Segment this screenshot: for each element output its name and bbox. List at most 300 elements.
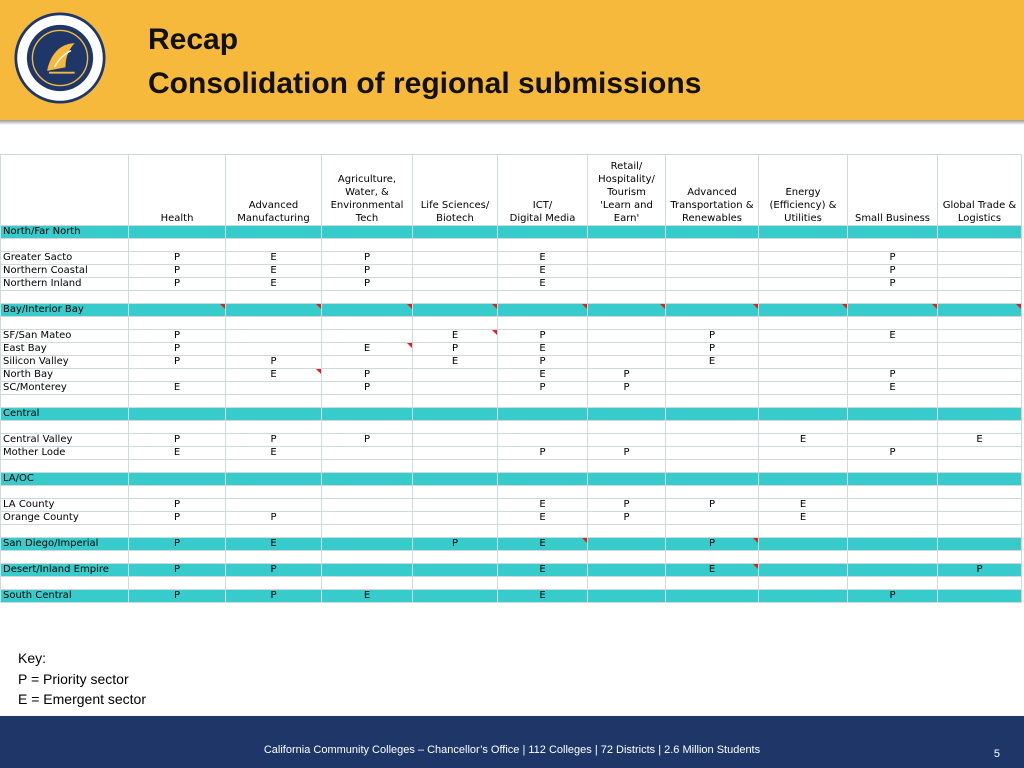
table-cell <box>666 421 759 434</box>
comment-marker-icon <box>407 304 412 309</box>
table-cell <box>322 460 413 473</box>
table-cell <box>588 460 666 473</box>
table-cell <box>322 356 413 369</box>
region-row <box>1 408 1022 421</box>
table-cell: E <box>226 369 322 382</box>
table-cell <box>413 421 498 434</box>
table-cell <box>226 395 322 408</box>
table-row <box>1 369 1022 382</box>
table-cell: P <box>226 434 322 447</box>
comment-marker-icon <box>753 538 758 543</box>
table-row <box>1 434 1022 447</box>
table-cell <box>938 551 1022 564</box>
table-cell <box>413 408 498 421</box>
table-cell <box>666 486 759 499</box>
table-cell <box>848 239 938 252</box>
table-cell <box>498 551 588 564</box>
table-cell <box>322 395 413 408</box>
table-cell: P <box>666 538 759 551</box>
table-cell <box>498 239 588 252</box>
table-cell <box>588 226 666 239</box>
table-cell: P <box>413 538 498 551</box>
table-row <box>1 382 1022 395</box>
table-cell: P <box>848 369 938 382</box>
table-cell <box>666 382 759 395</box>
row-label: SF/San Mateo <box>1 330 129 343</box>
table-cell <box>759 486 848 499</box>
table-cell <box>588 408 666 421</box>
row-label: Greater Sacto <box>1 252 129 265</box>
table-cell: P <box>498 356 588 369</box>
table-cell <box>413 278 498 291</box>
table-cell <box>666 551 759 564</box>
table-cell <box>759 551 848 564</box>
table-cell: E <box>938 434 1022 447</box>
table-cell <box>666 239 759 252</box>
row-label: LA/OC <box>1 473 129 486</box>
table-cell <box>588 265 666 278</box>
table-cell <box>588 473 666 486</box>
table-cell <box>666 395 759 408</box>
table-cell <box>938 460 1022 473</box>
table-cell <box>666 577 759 590</box>
table-cell: P <box>129 330 226 343</box>
table-cell <box>759 356 848 369</box>
table-cell <box>666 369 759 382</box>
row-label <box>1 577 129 590</box>
table-cell <box>848 486 938 499</box>
spacer-row <box>1 395 1022 408</box>
table-cell: E <box>848 330 938 343</box>
column-header: Retail/ Hospitality/ Tourism 'Learn and Earn' <box>588 155 666 226</box>
table-cell <box>666 525 759 538</box>
table-cell <box>848 538 938 551</box>
table-cell <box>759 317 848 330</box>
region-row <box>1 538 1022 551</box>
table-cell <box>129 304 226 317</box>
title-line-1: Recap <box>148 23 239 56</box>
table-cell <box>588 434 666 447</box>
spacer-row <box>1 317 1022 330</box>
row-label: Northern Inland <box>1 278 129 291</box>
table-cell <box>498 304 588 317</box>
table-cell <box>322 304 413 317</box>
table-cell <box>322 525 413 538</box>
comment-marker-icon <box>842 304 847 309</box>
table-cell <box>848 551 938 564</box>
table-cell <box>938 395 1022 408</box>
header-row <box>1 155 1022 226</box>
table-cell <box>848 525 938 538</box>
table-cell <box>413 473 498 486</box>
comment-marker-icon <box>316 369 321 374</box>
table-cell <box>938 486 1022 499</box>
table-row <box>1 330 1022 343</box>
row-label: East Bay <box>1 343 129 356</box>
table-cell: P <box>129 252 226 265</box>
key-priority: P = Priority sector <box>18 670 129 687</box>
table-cell: E <box>498 369 588 382</box>
region-row <box>1 564 1022 577</box>
table-cell <box>498 291 588 304</box>
table-cell <box>666 512 759 525</box>
table-cell <box>226 291 322 304</box>
table-cell <box>413 226 498 239</box>
table-cell <box>666 460 759 473</box>
table-cell <box>848 499 938 512</box>
table-cell <box>588 291 666 304</box>
comment-marker-icon <box>753 304 758 309</box>
row-label: North Bay <box>1 369 129 382</box>
table-cell <box>129 291 226 304</box>
table-cell <box>848 356 938 369</box>
table-cell <box>759 369 848 382</box>
comment-marker-icon <box>316 304 321 309</box>
table-cell: P <box>666 330 759 343</box>
table-cell <box>759 421 848 434</box>
table-cell <box>588 343 666 356</box>
table-cell <box>226 577 322 590</box>
table-cell <box>666 317 759 330</box>
table-cell: P <box>588 499 666 512</box>
row-label <box>1 525 129 538</box>
table-cell <box>588 538 666 551</box>
table-cell <box>413 291 498 304</box>
row-label <box>1 421 129 434</box>
table-cell: P <box>322 265 413 278</box>
row-label: LA County <box>1 499 129 512</box>
table-cell <box>129 525 226 538</box>
table-cell <box>938 447 1022 460</box>
row-label: SC/Monterey <box>1 382 129 395</box>
title-banner <box>0 0 1024 120</box>
column-header <box>1 155 129 226</box>
column-header: Energy (Efficiency) & Utilities <box>759 155 848 226</box>
table-cell: P <box>848 278 938 291</box>
table-cell <box>413 447 498 460</box>
table-cell <box>588 330 666 343</box>
comment-marker-icon <box>492 330 497 335</box>
row-label: Bay/Interior Bay <box>1 304 129 317</box>
table-cell <box>413 525 498 538</box>
table-cell <box>322 486 413 499</box>
table-cell: E <box>322 590 413 603</box>
table-cell: E <box>498 499 588 512</box>
table-cell: E <box>848 382 938 395</box>
table-cell <box>848 304 938 317</box>
row-label: Central <box>1 408 129 421</box>
table-cell <box>322 421 413 434</box>
table-cell <box>938 356 1022 369</box>
table-cell: E <box>498 265 588 278</box>
table-cell <box>848 564 938 577</box>
table-cell <box>413 395 498 408</box>
table-cell: P <box>226 512 322 525</box>
table-cell <box>759 252 848 265</box>
table-cell <box>588 551 666 564</box>
table-cell: E <box>666 356 759 369</box>
comment-marker-icon <box>932 304 937 309</box>
table-cell <box>759 330 848 343</box>
table-cell <box>938 590 1022 603</box>
slide-title <box>148 18 701 106</box>
table-cell <box>226 499 322 512</box>
table-cell <box>938 473 1022 486</box>
header-shadow <box>0 120 1024 125</box>
table-cell: P <box>322 278 413 291</box>
spacer-row <box>1 486 1022 499</box>
table-cell <box>938 239 1022 252</box>
row-label: North/Far North <box>1 226 129 239</box>
table-cell <box>759 382 848 395</box>
table-cell: P <box>226 590 322 603</box>
table-cell <box>848 434 938 447</box>
table-cell: E <box>498 564 588 577</box>
table-cell: P <box>129 265 226 278</box>
table-cell <box>938 421 1022 434</box>
table-cell <box>129 551 226 564</box>
table-cell <box>413 551 498 564</box>
table-row <box>1 447 1022 460</box>
table-cell <box>588 590 666 603</box>
table-cell <box>938 278 1022 291</box>
table-cell: E <box>759 499 848 512</box>
row-label <box>1 317 129 330</box>
table-cell: E <box>759 512 848 525</box>
spacer-row <box>1 525 1022 538</box>
table-cell: P <box>226 356 322 369</box>
table-cell: E <box>226 252 322 265</box>
table-cell <box>129 486 226 499</box>
comment-marker-icon <box>407 343 412 348</box>
table-cell <box>588 304 666 317</box>
table-cell <box>413 499 498 512</box>
table-cell: E <box>413 356 498 369</box>
table-cell: P <box>322 369 413 382</box>
table-cell: E <box>498 538 588 551</box>
table-cell: P <box>666 343 759 356</box>
table-cell <box>226 317 322 330</box>
table-cell: E <box>759 434 848 447</box>
table-cell <box>129 421 226 434</box>
legend-key <box>18 648 146 710</box>
table-cell <box>498 421 588 434</box>
table-row <box>1 512 1022 525</box>
table-cell <box>759 473 848 486</box>
table-cell <box>226 421 322 434</box>
title-line-2: Consolidation of regional submissions <box>148 67 702 100</box>
table-cell: P <box>226 564 322 577</box>
table-cell <box>498 317 588 330</box>
table-cell: E <box>666 564 759 577</box>
regional-submissions-table <box>0 154 1022 603</box>
table-cell <box>848 343 938 356</box>
spacer-row <box>1 291 1022 304</box>
table-cell <box>759 577 848 590</box>
table-cell <box>322 473 413 486</box>
row-label <box>1 551 129 564</box>
table-cell <box>322 226 413 239</box>
table-cell <box>498 395 588 408</box>
table-cell <box>666 408 759 421</box>
row-label: Central Valley <box>1 434 129 447</box>
table-cell <box>226 460 322 473</box>
table-cell <box>498 226 588 239</box>
table-cell <box>413 460 498 473</box>
table-cell <box>759 278 848 291</box>
table-row <box>1 265 1022 278</box>
table-cell <box>588 395 666 408</box>
table-cell <box>759 239 848 252</box>
table-cell: P <box>322 382 413 395</box>
table-cell <box>322 551 413 564</box>
table-cell <box>129 408 226 421</box>
table-cell <box>759 395 848 408</box>
table-cell <box>759 460 848 473</box>
table-cell: P <box>498 382 588 395</box>
table-cell <box>666 434 759 447</box>
table-cell <box>322 330 413 343</box>
table-cell: P <box>666 499 759 512</box>
table-cell: P <box>129 499 226 512</box>
table-cell <box>413 265 498 278</box>
table-cell <box>413 512 498 525</box>
table-cell <box>129 369 226 382</box>
table-cell: E <box>498 590 588 603</box>
table-cell <box>848 226 938 239</box>
table-cell <box>666 447 759 460</box>
table-cell <box>226 486 322 499</box>
table-cell <box>322 408 413 421</box>
table-cell: P <box>848 265 938 278</box>
table-cell: P <box>588 512 666 525</box>
table-cell <box>938 525 1022 538</box>
table-cell <box>413 434 498 447</box>
table-cell <box>498 577 588 590</box>
table-cell <box>588 317 666 330</box>
table-cell <box>413 590 498 603</box>
table-row <box>1 343 1022 356</box>
california-community-colleges-seal <box>14 12 106 104</box>
table-cell <box>938 291 1022 304</box>
table-cell <box>322 239 413 252</box>
table-cell: E <box>226 538 322 551</box>
table-cell: P <box>588 382 666 395</box>
table-cell <box>938 330 1022 343</box>
table-cell <box>226 551 322 564</box>
table-cell: P <box>129 512 226 525</box>
column-header: ICT/ Digital Media <box>498 155 588 226</box>
table-cell <box>413 369 498 382</box>
table-cell <box>666 590 759 603</box>
table-cell <box>413 577 498 590</box>
table-cell: E <box>413 330 498 343</box>
table-cell <box>938 226 1022 239</box>
table-cell <box>759 447 848 460</box>
table-cell <box>666 226 759 239</box>
table-cell <box>322 564 413 577</box>
table-cell <box>938 252 1022 265</box>
table-cell <box>848 317 938 330</box>
row-label <box>1 395 129 408</box>
table-cell <box>498 460 588 473</box>
table-cell <box>129 226 226 239</box>
table-cell: P <box>129 564 226 577</box>
table-cell: E <box>129 447 226 460</box>
row-label: San Diego/Imperial <box>1 538 129 551</box>
row-label <box>1 486 129 499</box>
table-cell: P <box>129 590 226 603</box>
comment-marker-icon <box>660 304 665 309</box>
table-cell: E <box>226 447 322 460</box>
column-header: Health <box>129 155 226 226</box>
table-cell <box>413 317 498 330</box>
table-cell <box>498 525 588 538</box>
table-cell <box>498 486 588 499</box>
table-cell <box>413 304 498 317</box>
table-cell <box>129 239 226 252</box>
table-cell <box>129 577 226 590</box>
table-cell <box>588 525 666 538</box>
table-cell: E <box>498 343 588 356</box>
table-cell <box>226 330 322 343</box>
row-label <box>1 460 129 473</box>
table-cell: P <box>848 590 938 603</box>
table-cell <box>498 473 588 486</box>
column-header: Advanced Manufacturing <box>226 155 322 226</box>
row-label: Silicon Valley <box>1 356 129 369</box>
table-cell <box>666 278 759 291</box>
table-cell <box>848 421 938 434</box>
spacer-row <box>1 577 1022 590</box>
table-cell <box>848 473 938 486</box>
column-header: Agriculture, Water, & Environmental Tech <box>322 155 413 226</box>
row-label: Northern Coastal <box>1 265 129 278</box>
column-header: Life Sciences/ Biotech <box>413 155 498 226</box>
table-row <box>1 252 1022 265</box>
table-cell: P <box>938 564 1022 577</box>
table-cell <box>848 512 938 525</box>
table-cell <box>938 369 1022 382</box>
table-row <box>1 278 1022 291</box>
table-cell <box>848 408 938 421</box>
table-cell <box>759 304 848 317</box>
table-cell: E <box>226 265 322 278</box>
key-emergent: E = Emergent sector <box>18 691 147 707</box>
table-cell <box>226 343 322 356</box>
table-cell <box>666 473 759 486</box>
table-cell <box>413 252 498 265</box>
table-cell <box>666 252 759 265</box>
table-cell <box>413 239 498 252</box>
table-cell <box>938 304 1022 317</box>
page-number: 5 <box>993 748 1000 760</box>
table-cell <box>226 304 322 317</box>
table-cell <box>848 291 938 304</box>
table-cell <box>938 499 1022 512</box>
spacer-row <box>1 460 1022 473</box>
comment-marker-icon <box>753 564 758 569</box>
table-cell <box>226 239 322 252</box>
table-cell <box>322 512 413 525</box>
table-cell <box>588 239 666 252</box>
table-cell: E <box>498 512 588 525</box>
table-cell: P <box>588 369 666 382</box>
footer-text: California Community Colleges – Chancellor’s Office | 112 Colleges | 72 Districts | 2.6 Million Students <box>263 744 761 756</box>
table-cell <box>413 564 498 577</box>
table-cell <box>759 291 848 304</box>
column-header: Advanced Transportation & Renewables <box>666 155 759 226</box>
